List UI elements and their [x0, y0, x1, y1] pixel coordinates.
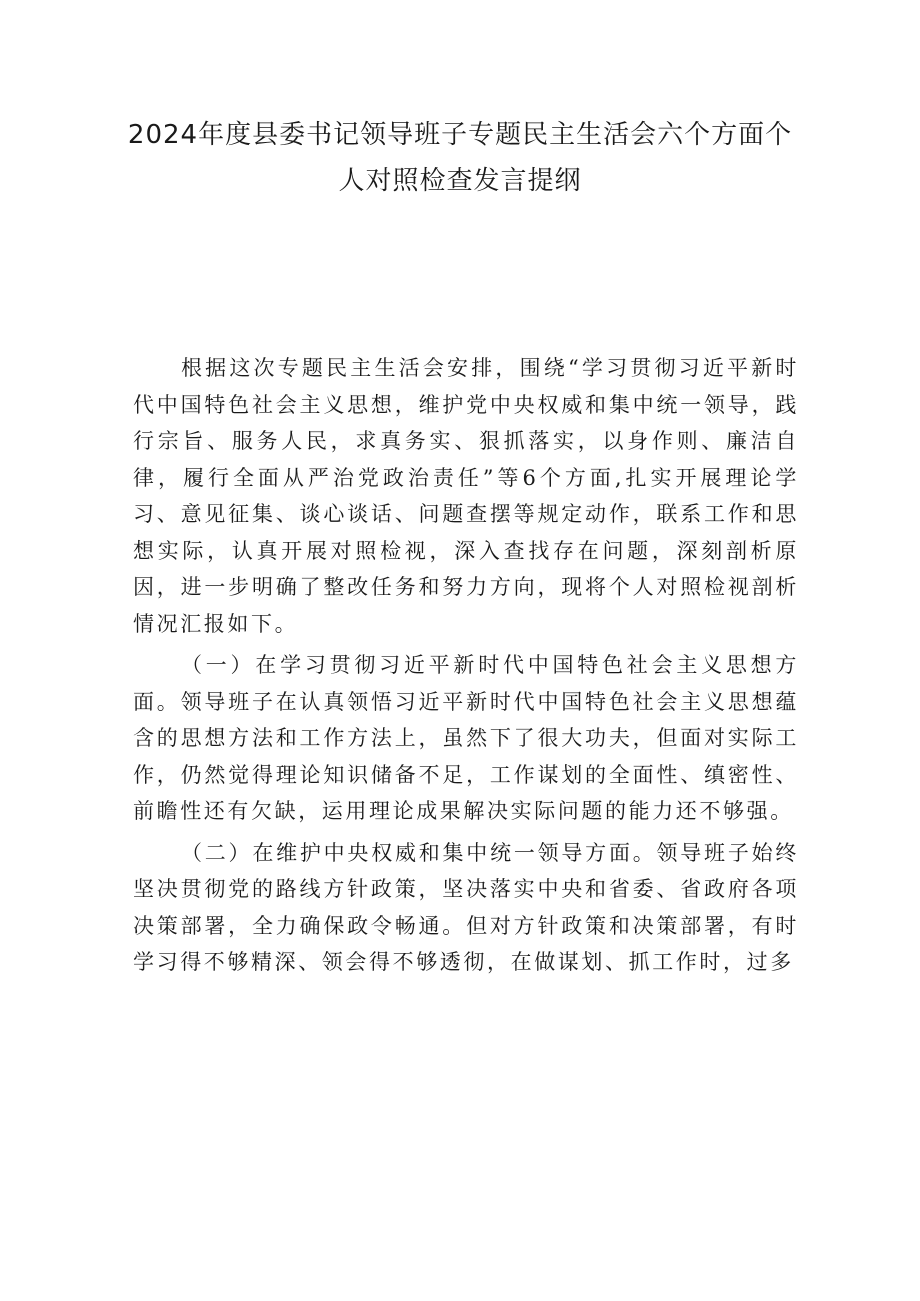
- document-body: [133, 350, 799, 986]
- paragraph-section-1: （一）在学习贯彻习近平新时代中国特色社会主义思想方面。领导班子在认真领悟习近平新时代中国特色社会主义思想蕴含的思想方法和工作方法上，虽然下了很大功夫，但面对实际工作，仍然觉得理论知识储备不足，工作谋划的全面性、缜密性、前瞻性还有欠缺，运用理论成果解决实际问题的能力还不够强。: [133, 653, 799, 823]
- paragraph-intro: 根据这次专题民主生活会安排，围绕“学习贯彻习近平新时代中国特色社会主义思想，维护党中央权威和集中统一领导，践行宗旨、服务人民，求真务实、狠抓落实，以身作则、廉洁自律，履行全面从严治党政治责任”等6个方面,扎实开展理论学习、意见征集、谈心谈话、问题查摆等规定动作，联系工作和思想实际，认真开展对照检视，深入查找存在问题，深刻剖析原因，进一步明确了整改任务和努力方向，现将个人对照检视剖析情况汇报如下。: [133, 356, 799, 636]
- paragraph-section-2: （二）在维护中央权威和集中统一领导方面。领导班子始终坚决贯彻党的路线方针政策，坚决落实中央和省委、省政府各项决策部署，全力确保政令畅通。但对方针政策和决策部署，有时学习得不够精深、领会得不够透彻，在做谋划、抓工作时，过多: [133, 840, 799, 974]
- document-title: 2024年度县委书记领导班子专题民主生活会六个方面个人对照检查发言提纲: [127, 120, 793, 196]
